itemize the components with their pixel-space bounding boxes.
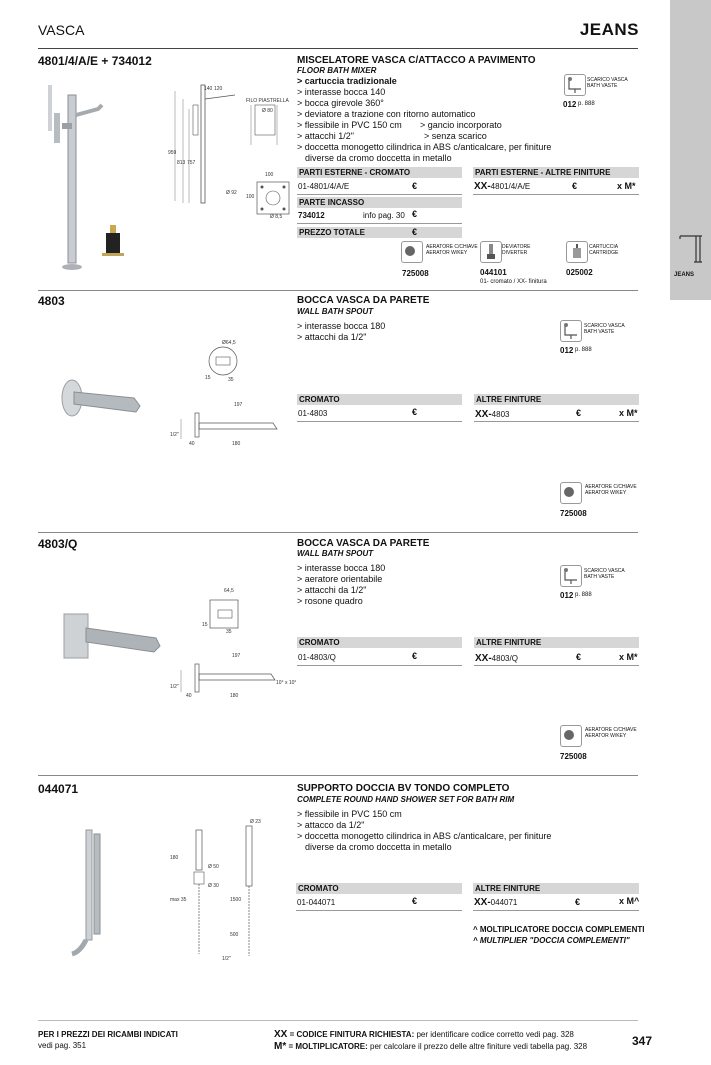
faucet-tab-icon	[676, 234, 706, 264]
parts-chrome-header: PARTI ESTERNE - CROMATO	[297, 167, 462, 178]
footer-xx-legend: XX = CODICE FINITURA RICHIESTA: per identificare codice corretto vedi pag. 328	[274, 1029, 574, 1040]
multiplier-note-en: ^ MULTIPLIER "DOCCIA COMPLEMENTI"	[473, 936, 630, 945]
other-header-044071: ALTRE FINITURE	[473, 883, 639, 894]
floor-mixer-photo	[40, 75, 140, 275]
section-rule-2	[38, 532, 638, 533]
footer-spare-parts-page: vedi pag. 351	[38, 1041, 87, 1050]
parts-other-header: PARTI ESTERNE - ALTRE FINITURE	[473, 167, 639, 178]
subtitle-4801: FLOOR BATH MIXER	[297, 66, 377, 75]
footer-rule	[38, 1020, 638, 1021]
brand-title: JEANS	[579, 20, 639, 39]
multiplier-note: ^ MOLTIPLICATORE DOCCIA COMPLEMENTI	[473, 925, 645, 934]
wall-spout-square-photo	[60, 612, 160, 662]
drain-icon[interactable]	[560, 320, 582, 342]
diverter-icon[interactable]	[480, 241, 502, 263]
other-header-4803: ALTRE FINITURE	[474, 394, 639, 405]
title-4803: BOCCA VASCA DA PARETE	[297, 295, 430, 306]
product-code-4803: 4803	[38, 294, 65, 308]
side-tab[interactable]	[670, 0, 711, 300]
other-header-4803q: ALTRE FINITURE	[474, 637, 639, 648]
incasso-header: PARTE INCASSO	[297, 197, 462, 208]
section-rule-3	[38, 775, 638, 776]
wall-spout-photo	[60, 378, 150, 428]
title-044071: SUPPORTO DOCCIA BV TONDO COMPLETO	[297, 783, 510, 794]
section-rule-1	[38, 290, 638, 291]
aerator-icon[interactable]	[560, 725, 582, 747]
footer-m-legend: M* = MOLTIPLICATORE: per calcolare il prezzo delle altre finiture vedi tabella pag. 328	[274, 1041, 588, 1052]
drain-icon[interactable]	[560, 565, 582, 587]
side-tab-label: JEANS	[674, 272, 695, 278]
chrome-header-4803: CROMATO	[297, 394, 462, 405]
page-number: 347	[632, 1034, 653, 1048]
title-4803q: BOCCA VASCA DA PARETE	[297, 538, 430, 549]
footer-spare-parts: PER I PREZZI DEI RICAMBI INDICATI	[38, 1030, 178, 1039]
aerator-icon[interactable]	[401, 241, 423, 263]
wall-spout-side-drawing	[177, 405, 287, 445]
hand-shower-drawing	[180, 820, 260, 960]
aerator-icon[interactable]	[560, 482, 582, 504]
drain-icon[interactable]	[564, 74, 586, 96]
chrome-header-4803q: CROMATO	[297, 637, 462, 648]
product-code-044071: 044071	[38, 782, 79, 796]
product-code-4803q: 4803/Q	[38, 537, 78, 551]
product-code-4801: 4801/4/A/E + 734012	[38, 54, 152, 68]
header-rule	[38, 48, 638, 49]
parts-chrome-code: 01-4801/4/A/E	[298, 182, 350, 191]
cartridge-icon[interactable]	[566, 241, 588, 263]
chrome-header-044071: CROMATO	[296, 883, 462, 894]
hand-shower-set-photo	[70, 830, 130, 960]
drain-code: 012	[563, 100, 577, 109]
wall-spout-square-side-drawing	[177, 658, 287, 698]
total-header: PREZZO TOTALE	[297, 227, 462, 238]
title-4801: MISCELATORE VASCA C/ATTACCO A PAVIMENTO	[297, 55, 536, 66]
category-title: VASCA	[38, 22, 85, 38]
